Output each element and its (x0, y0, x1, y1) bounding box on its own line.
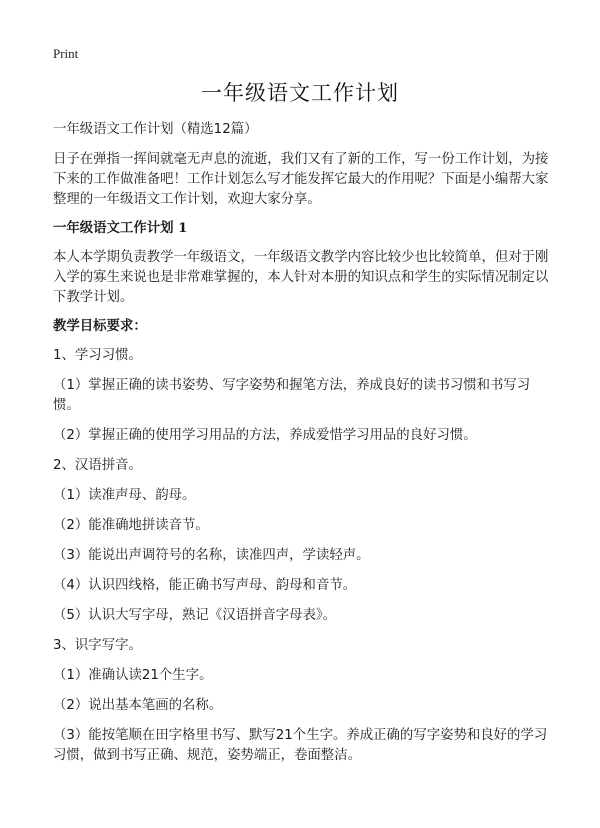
list-item: （3）能按笔顺在田字格里书写、默写21个生字。养成正确的写字姿势和良好的学习习惯，做到书写正确、规范，姿势端正，卷面整洁。 (53, 728, 548, 763)
page-title: 一年级语文工作计划 (201, 81, 399, 105)
list-item: （2）掌握正确的使用学习用品的方法，养成爱惜学习用品的良好习惯。 (53, 428, 477, 443)
list-item: （2）能准确地拼读音节。 (53, 518, 209, 533)
section-paragraph: 本人本学期负责教学一年级语文，一年级语文教学内容比较少也比较简单，但对于刚入学的寡生来说也是非常难掌握的，本人针对本册的知识点和学生的实际情况制定以下教学计划。 (53, 250, 549, 305)
document-subtitle: 一年级语文工作计划（精选12篇） (53, 122, 258, 137)
list-item: （2）说出基本笔画的名称。 (53, 698, 223, 713)
list-item: 2、汉语拼音。 (53, 458, 142, 473)
list-item: （5）认识大写字母，熟记《汉语拼音字母表》。 (53, 608, 337, 623)
list-item: （1）准确认读21个生字。 (53, 668, 213, 683)
section-heading: 一年级语文工作计划 1 (53, 220, 188, 236)
print-link[interactable]: Print (53, 46, 79, 61)
list-item: 3、识字写字。 (53, 638, 142, 653)
list-item: 1、学习习惯。 (53, 348, 142, 363)
intro-paragraph: 日子在弹指一挥间就毫无声息的流逝，我们又有了新的工作，写一份工作计划，为接下来的工作做准备吧！工作计划怎么写才能发挥它最大的作用呢？下面是小编帮大家整理的一年级语文工作计划，欢迎大家分享。 (53, 152, 549, 207)
list-item: （1）读准声母、韵母。 (53, 488, 196, 503)
list-item: （4）认识四线格，能正确书写声母、韵母和音节。 (53, 578, 357, 593)
goals-heading: 教学目标要求： (53, 318, 147, 334)
document-body (53, 120, 550, 776)
list-item: （1）掌握正确的读书姿势、写字姿势和握笔方法，养成良好的读书习惯和书写习惯。 (53, 378, 531, 413)
list-item: （3）能说出声调符号的名称，读准四声，学读轻声。 (53, 548, 370, 563)
